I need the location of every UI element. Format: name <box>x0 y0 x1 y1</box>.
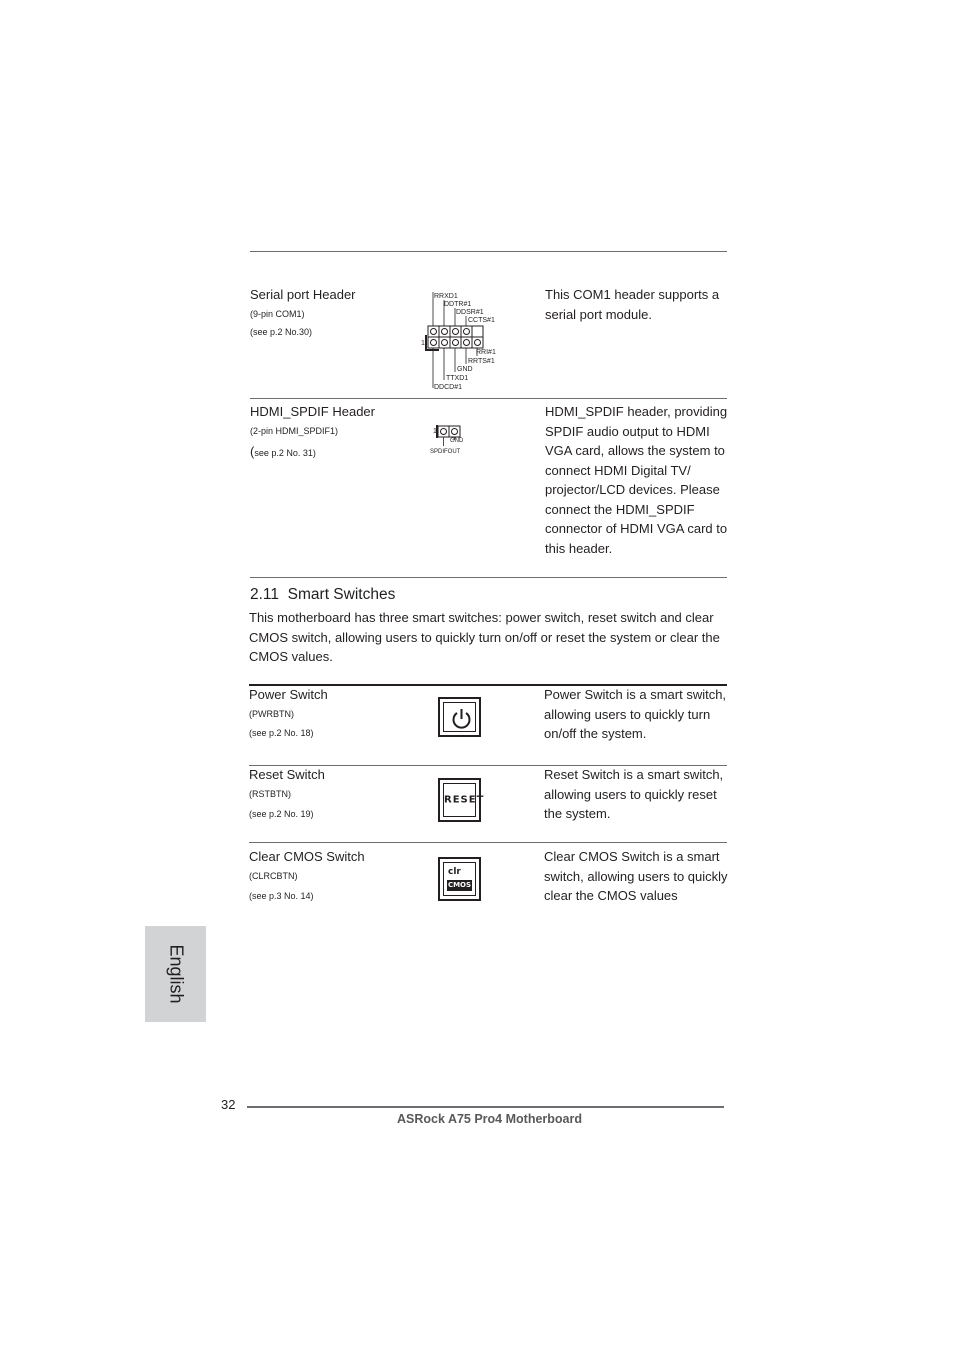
divider-hdmi <box>250 398 727 399</box>
hdmi-spdif-pin-label: (2-pin HDMI_SPDIF1) <box>250 426 339 436</box>
power-switch-code: (PWRBTN) <box>249 709 294 719</box>
hdmi-spdif-ref-text: see p.2 No. 31) <box>254 448 316 458</box>
divider-section <box>250 577 727 578</box>
power-switch-ref: (see p.2 No. 18) <box>249 728 314 738</box>
pin-label-ddcd1: DDCD#1 <box>434 384 463 390</box>
serial-header-description: This COM1 header supports a serial port module. <box>545 287 720 322</box>
page-number: 32 <box>221 1097 236 1112</box>
divider-clear-cmos <box>249 842 727 843</box>
hdmi-spdif-ref-paren: ( <box>250 444 255 459</box>
reset-icon <box>438 778 485 822</box>
section-intro: This motherboard has three smart switches: power switch, reset switch and clear CMOS switch, allowing users to quickly turn on/off or reset the system or clear the CMOS values. <box>249 610 720 664</box>
pin-label-ttxd1: TTXD1 <box>446 375 469 382</box>
hdmi-pin-gnd: GND <box>450 438 464 444</box>
section-number: 2.11 <box>250 586 280 603</box>
reset-switch-code: (RSTBTN) <box>249 789 291 799</box>
pin-label-ddsr1: DDSR#1 <box>456 309 484 316</box>
clear-cmos-switch-code: (CLRCBTN) <box>249 871 298 881</box>
clear-cmos-icon-text-bottom: CMOS <box>447 881 472 889</box>
hdmi-spdif-description: HDMI_SPDIF header, providing SPDIF audio output to HDMI VGA card, allows the system to connect HDMI Digital TV/ projector/LCD devices. Please connect the HDMI_SPDIF connector of HDMI VGA card to this header. <box>545 404 728 556</box>
clear-cmos-icon <box>438 857 481 901</box>
section-title: Smart Switches <box>287 586 396 603</box>
footer-model: ASRock A75 Pro4 Motherboard <box>397 1112 582 1126</box>
hdmi-pin-spdifout: SPDIFOUT <box>430 449 461 455</box>
language-tab-label: English <box>166 944 186 1004</box>
pin-label-ddtr1: DDTR#1 <box>444 301 472 308</box>
clear-cmos-switch-name: Clear CMOS Switch <box>249 849 365 864</box>
pin-label-ccts1: CCTS#1 <box>468 317 495 324</box>
pin-label-rrts1: RRTS#1 <box>468 358 495 365</box>
serial-header-ref: (see p.2 No.30) <box>250 327 313 337</box>
reset-icon-text: RESET <box>444 794 485 806</box>
hdmi-spdif-pin-diagram <box>428 422 478 458</box>
clear-cmos-switch-description: Clear CMOS Switch is a smart switch, allowing users to quickly clear the CMOS values <box>544 849 728 903</box>
serial-header-pin-label: (9-pin COM1) <box>250 309 305 319</box>
pin-label-rrxd1: RRXD1 <box>434 293 458 300</box>
reset-switch-ref: (see p.2 No. 19) <box>249 809 314 819</box>
section-heading <box>250 586 395 604</box>
com1-pin-diagram <box>420 290 510 390</box>
footer-rule <box>247 1106 724 1108</box>
power-switch-name: Power Switch <box>249 687 328 702</box>
pin-label-rri1: RRI#1 <box>476 349 496 356</box>
power-switch-description: Power Switch is a smart switch, allowing users to quickly turn on/off the system. <box>544 687 727 741</box>
language-tab <box>145 926 206 1022</box>
hdmi-spdif-header-name: HDMI_SPDIF Header <box>250 404 375 419</box>
hdmi-pin1-marker: 1 <box>433 428 437 435</box>
pin1-marker: 1 <box>421 340 425 347</box>
hdmi-spdif-ref <box>250 442 316 462</box>
serial-header-name: Serial port Header <box>250 287 356 302</box>
pin-label-gnd: GND <box>457 366 473 373</box>
clear-cmos-icon-text-top: clr <box>448 867 461 877</box>
reset-switch-name: Reset Switch <box>249 767 325 782</box>
clear-cmos-switch-ref: (see p.3 No. 14) <box>249 891 314 901</box>
reset-switch-description: Reset Switch is a smart switch, allowing users to quickly reset the system. <box>544 767 724 821</box>
power-icon <box>438 697 481 737</box>
top-rule <box>250 251 727 252</box>
